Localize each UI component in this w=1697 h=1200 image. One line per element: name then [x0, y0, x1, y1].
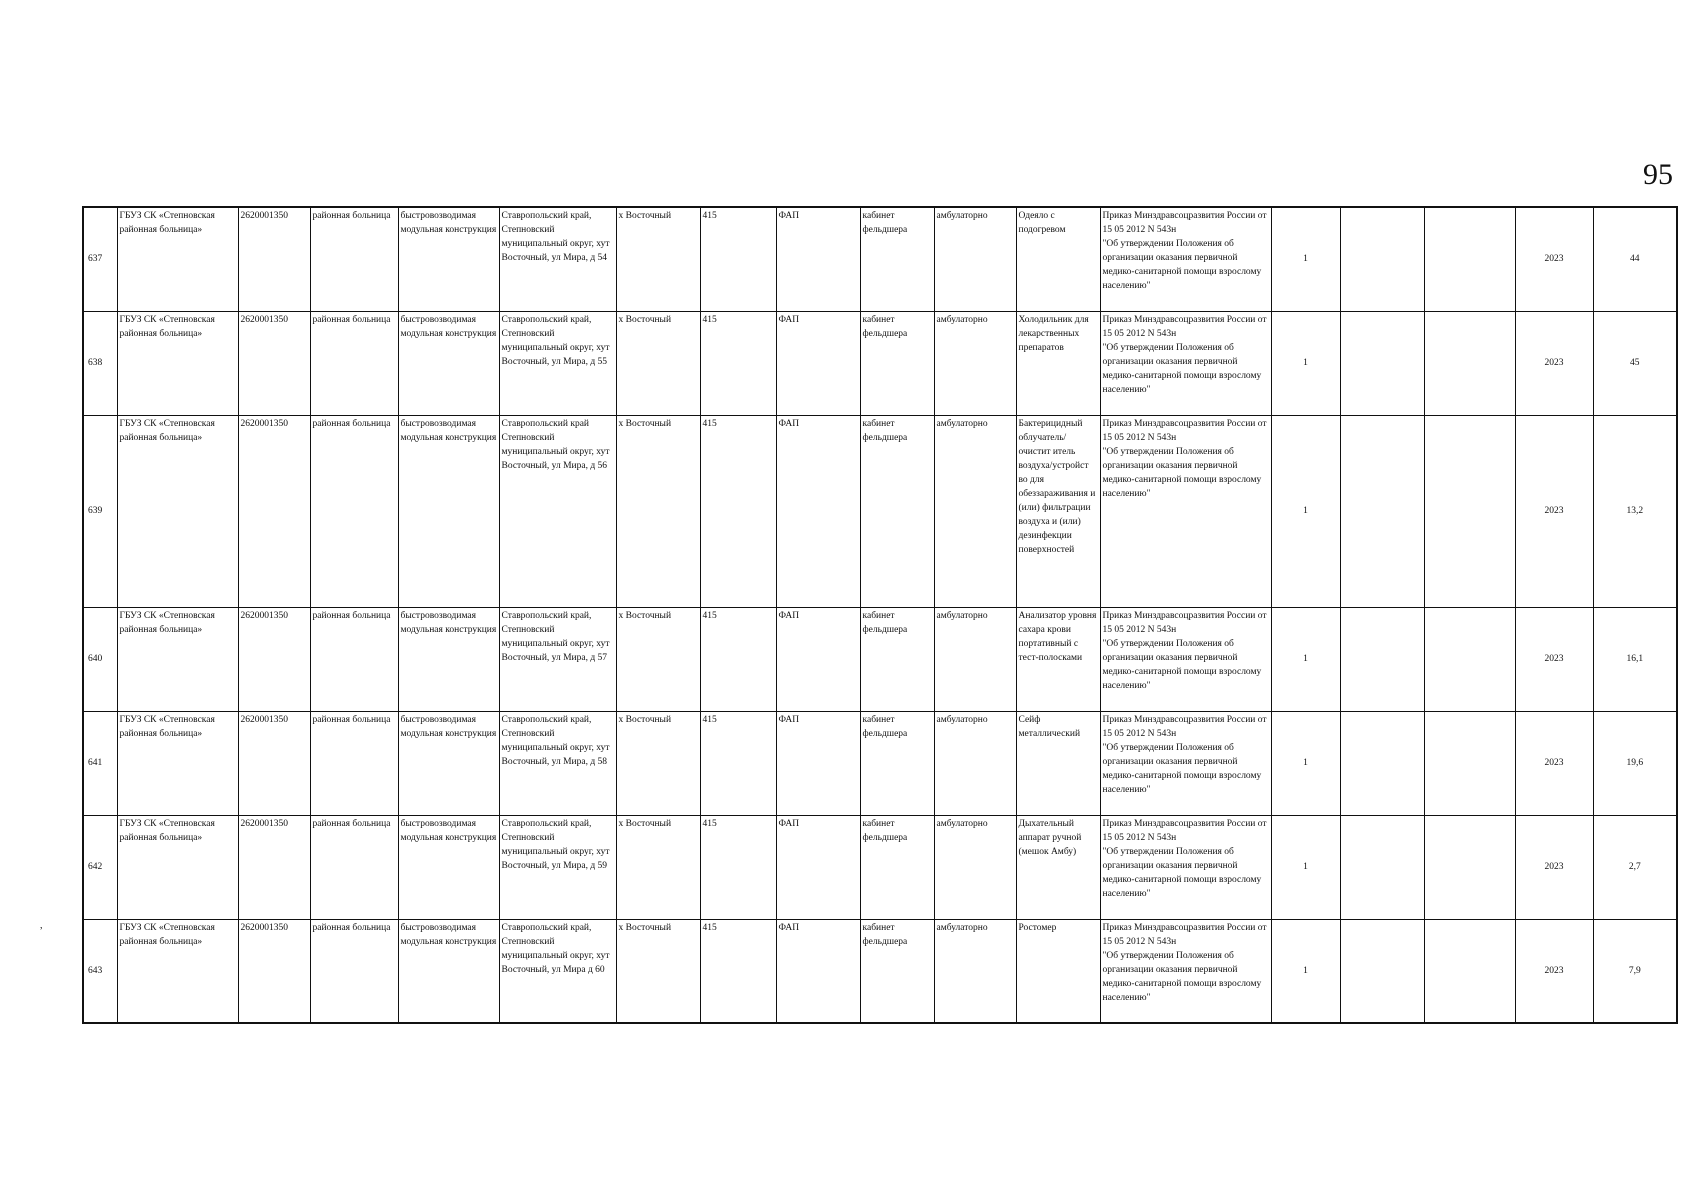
cell-organization-name: ГБУЗ СК «Степновская районная больница» [117, 919, 238, 1023]
cell-quantity: 1 [1271, 207, 1340, 311]
cell-empty-cell [1340, 607, 1424, 711]
cell-code: 415 [700, 711, 776, 815]
cell-inn-code: 2620001350 [238, 415, 310, 607]
cell-equipment-name: Ростомер [1016, 919, 1100, 1023]
cell-amount: 7,9 [1593, 919, 1677, 1023]
cell-facility-type: районная больница [310, 815, 398, 919]
cell-quantity: 1 [1271, 711, 1340, 815]
cell-empty-cell [1424, 311, 1515, 415]
cell-amount: 44 [1593, 207, 1677, 311]
cell-empty-cell [1340, 919, 1424, 1023]
cell-facility-type: районная больница [310, 415, 398, 607]
cell-empty-cell [1424, 207, 1515, 311]
cell-care-mode: амбулаторно [934, 311, 1016, 415]
equipment-table [82, 206, 1678, 1024]
cell-code: 415 [700, 815, 776, 919]
cell-settlement: х Восточный [616, 607, 700, 711]
cell-settlement: х Восточный [616, 711, 700, 815]
cell-quantity: 1 [1271, 919, 1340, 1023]
table-row [83, 607, 1677, 711]
table-row [83, 815, 1677, 919]
table-row [83, 311, 1677, 415]
cell-organization-name: ГБУЗ СК «Степновская районная больница» [117, 415, 238, 607]
cell-construction-type: быстровозводимая модульная конструкция [398, 311, 499, 415]
table-row [83, 919, 1677, 1023]
cell-empty-cell [1424, 711, 1515, 815]
cell-address: Ставропольский край, Степновский муниципальный округ, хут Восточный, ул Мира, д 58 [499, 711, 616, 815]
table-row [83, 207, 1677, 311]
cell-year: 2023 [1515, 815, 1593, 919]
cell-settlement: х Восточный [616, 311, 700, 415]
table-row [83, 711, 1677, 815]
cell-room: кабинет фельдшера [860, 311, 934, 415]
cell-address: Ставропольский край, Степновский муниципальный округ, хут Восточный, ул Мира, д 54 [499, 207, 616, 311]
stray-mark: , [40, 920, 43, 931]
cell-amount: 2,7 [1593, 815, 1677, 919]
cell-code: 415 [700, 207, 776, 311]
cell-row-number: 643 [83, 919, 117, 1023]
cell-care-mode: амбулаторно [934, 711, 1016, 815]
cell-year: 2023 [1515, 607, 1593, 711]
cell-facility-type: районная больница [310, 207, 398, 311]
cell-equipment-name: Дыхательный аппарат ручной (мешок Амбу) [1016, 815, 1100, 919]
page-number: 95 [1643, 158, 1673, 191]
cell-care-mode: амбулаторно [934, 207, 1016, 311]
cell-quantity: 1 [1271, 607, 1340, 711]
cell-room: кабинет фельдшера [860, 815, 934, 919]
table-row [83, 415, 1677, 607]
cell-row-number: 642 [83, 815, 117, 919]
cell-settlement: х Восточный [616, 415, 700, 607]
cell-inn-code: 2620001350 [238, 607, 310, 711]
cell-facility-type: районная больница [310, 919, 398, 1023]
cell-empty-cell [1424, 415, 1515, 607]
cell-construction-type: быстровозводимая модульная конструкция [398, 607, 499, 711]
cell-organization-name: ГБУЗ СК «Степновская районная больница» [117, 311, 238, 415]
cell-regulation-order: Приказ Минздравсоцразвития России от 15 05 2012 N 543н "Об утверждении Положения об организации оказания первичной медико-санитарной помощи взрослому населению" [1100, 207, 1271, 311]
cell-organization-name: ГБУЗ СК «Степновская районная больница» [117, 815, 238, 919]
cell-unit-type: ФАП [776, 207, 860, 311]
cell-facility-type: районная больница [310, 311, 398, 415]
cell-room: кабинет фельдшера [860, 711, 934, 815]
cell-room: кабинет фельдшера [860, 415, 934, 607]
cell-address: Ставропольский край Степновский муниципальный округ, хут Восточный, ул Мира, д 56 [499, 415, 616, 607]
cell-regulation-order: Приказ Минздравсоцразвития России от 15 05 2012 N 543н "Об утверждении Положения об организации оказания первичной медико-санитарной помощи взрослому населению" [1100, 311, 1271, 415]
cell-settlement: х Восточный [616, 919, 700, 1023]
cell-facility-type: районная больница [310, 607, 398, 711]
cell-room: кабинет фельдшера [860, 607, 934, 711]
cell-equipment-name: Анализатор уровня сахара крови портативный с тест-полосками [1016, 607, 1100, 711]
cell-address: Ставропольский край, Степновский муниципальный округ, хут Восточный, ул Мира, д 57 [499, 607, 616, 711]
cell-unit-type: ФАП [776, 311, 860, 415]
cell-address: Ставропольский край, Степновский муниципальный округ, хут Восточный, ул Мира, д 59 [499, 815, 616, 919]
cell-empty-cell [1340, 311, 1424, 415]
cell-room: кабинет фельдшера [860, 207, 934, 311]
cell-year: 2023 [1515, 311, 1593, 415]
cell-organization-name: ГБУЗ СК «Степновская районная больница» [117, 711, 238, 815]
cell-unit-type: ФАП [776, 711, 860, 815]
cell-quantity: 1 [1271, 311, 1340, 415]
cell-row-number: 637 [83, 207, 117, 311]
cell-code: 415 [700, 415, 776, 607]
cell-construction-type: быстровозводимая модульная конструкция [398, 919, 499, 1023]
cell-empty-cell [1424, 815, 1515, 919]
cell-regulation-order: Приказ Минздравсоцразвития России от 15 05 2012 N 543н "Об утверждении Положения об организации оказания первичной медико-санитарной помощи взрослому населению" [1100, 711, 1271, 815]
cell-empty-cell [1424, 607, 1515, 711]
cell-regulation-order: Приказ Минздравсоцразвития России от 15 05 2012 N 543н "Об утверждении Положения об организации оказания первичной медико-санитарной помощи взрослому населению" [1100, 815, 1271, 919]
cell-regulation-order: Приказ Минздравсоцразвития России от 15 05 2012 N 543н "Об утверждении Положения об организации оказания первичной медико-санитарной помощи взрослому населению" [1100, 919, 1271, 1023]
cell-care-mode: амбулаторно [934, 415, 1016, 607]
cell-construction-type: быстровозводимая модульная конструкция [398, 815, 499, 919]
cell-inn-code: 2620001350 [238, 919, 310, 1023]
cell-care-mode: амбулаторно [934, 815, 1016, 919]
cell-equipment-name: Одеяло с подогревом [1016, 207, 1100, 311]
cell-regulation-order: Приказ Минздравсоцразвития России от 15 05 2012 N 543н "Об утверждении Положения об организации оказания первичной медико-санитарной помощи взрослому населению" [1100, 607, 1271, 711]
cell-organization-name: ГБУЗ СК «Степновская районная больница» [117, 607, 238, 711]
cell-inn-code: 2620001350 [238, 815, 310, 919]
cell-organization-name: ГБУЗ СК «Степновская районная больница» [117, 207, 238, 311]
table-body [83, 207, 1677, 1023]
cell-care-mode: амбулаторно [934, 919, 1016, 1023]
cell-row-number: 639 [83, 415, 117, 607]
cell-empty-cell [1340, 415, 1424, 607]
cell-room: кабинет фельдшера [860, 919, 934, 1023]
cell-empty-cell [1340, 711, 1424, 815]
cell-code: 415 [700, 919, 776, 1023]
cell-amount: 13,2 [1593, 415, 1677, 607]
cell-row-number: 640 [83, 607, 117, 711]
cell-empty-cell [1424, 919, 1515, 1023]
cell-settlement: х Восточный [616, 207, 700, 311]
cell-care-mode: амбулаторно [934, 607, 1016, 711]
cell-amount: 19,6 [1593, 711, 1677, 815]
cell-amount: 45 [1593, 311, 1677, 415]
cell-address: Ставропольский край, Степновский муниципальный округ, хут Восточный, ул Мира, д 55 [499, 311, 616, 415]
cell-equipment-name: Бактерицидный облучатель/очистит итель воздуха/устройст во для обеззараживания и (или) фильтрации воздуха и (или) дезинфекции поверхностей [1016, 415, 1100, 607]
cell-inn-code: 2620001350 [238, 711, 310, 815]
cell-inn-code: 2620001350 [238, 207, 310, 311]
cell-code: 415 [700, 607, 776, 711]
cell-inn-code: 2620001350 [238, 311, 310, 415]
cell-quantity: 1 [1271, 415, 1340, 607]
cell-equipment-name: Холодильник для лекарственных препаратов [1016, 311, 1100, 415]
cell-construction-type: быстровозводимая модульная конструкция [398, 207, 499, 311]
cell-regulation-order: Приказ Минздравсоцразвития России от 15 05 2012 N 543н "Об утверждении Положения об организации оказания первичной медико-санитарной помощи взрослому населению" [1100, 415, 1271, 607]
cell-amount: 16,1 [1593, 607, 1677, 711]
cell-row-number: 638 [83, 311, 117, 415]
cell-unit-type: ФАП [776, 415, 860, 607]
cell-year: 2023 [1515, 207, 1593, 311]
cell-unit-type: ФАП [776, 919, 860, 1023]
cell-construction-type: быстровозводимая модульная конструкция [398, 415, 499, 607]
cell-settlement: х Восточный [616, 815, 700, 919]
cell-year: 2023 [1515, 415, 1593, 607]
cell-empty-cell [1340, 815, 1424, 919]
cell-facility-type: районная больница [310, 711, 398, 815]
cell-equipment-name: Сейф металлический [1016, 711, 1100, 815]
cell-year: 2023 [1515, 919, 1593, 1023]
cell-year: 2023 [1515, 711, 1593, 815]
cell-construction-type: быстровозводимая модульная конструкция [398, 711, 499, 815]
cell-row-number: 641 [83, 711, 117, 815]
cell-code: 415 [700, 311, 776, 415]
cell-quantity: 1 [1271, 815, 1340, 919]
cell-empty-cell [1340, 207, 1424, 311]
cell-unit-type: ФАП [776, 607, 860, 711]
cell-unit-type: ФАП [776, 815, 860, 919]
cell-address: Ставропольский край, Степновский муниципальный округ, хут Восточный, ул Мира д 60 [499, 919, 616, 1023]
